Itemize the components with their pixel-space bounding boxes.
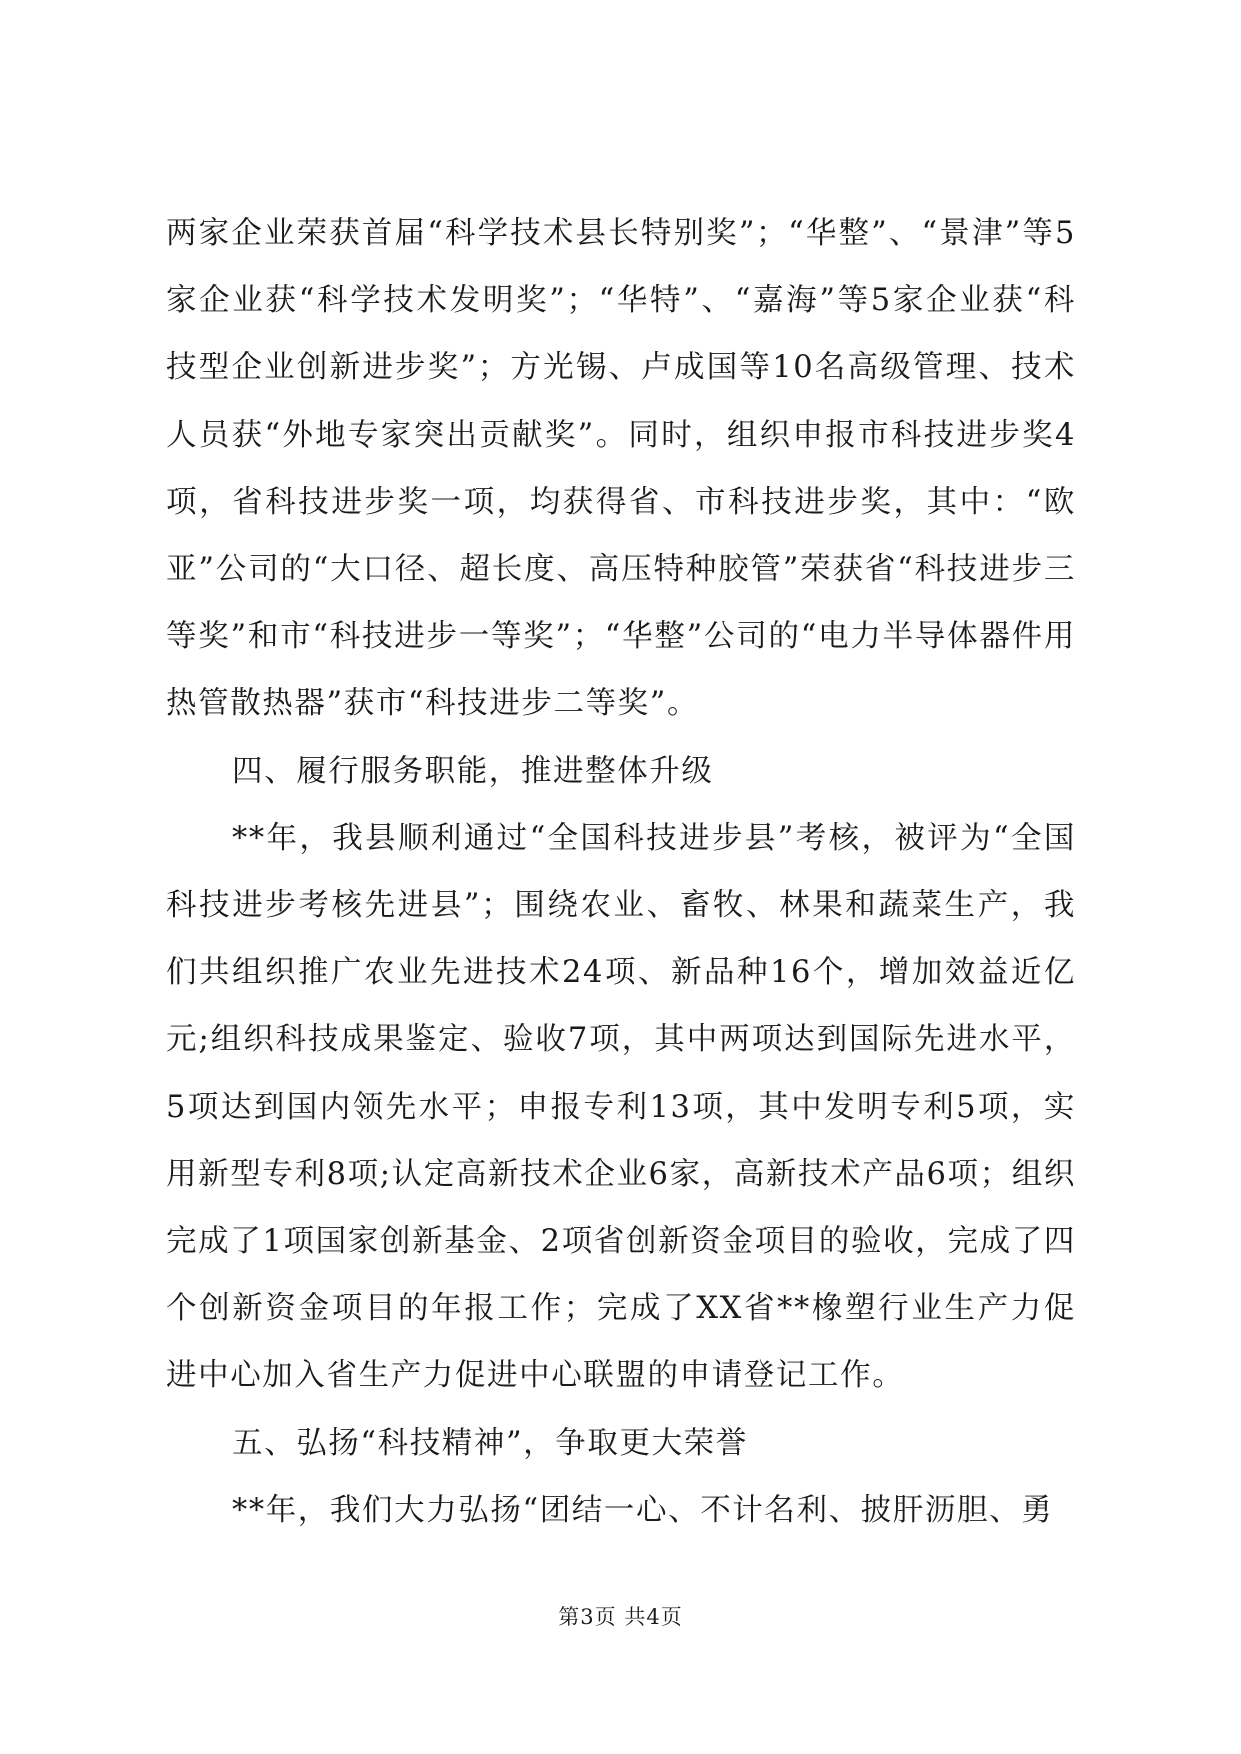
- section-heading-four: 四、履行服务职能，推进整体升级: [232, 753, 714, 789]
- paragraph-spirit: **年，我们大力弘扬“团结一心、不计名利、披肝沥胆、勇: [232, 1492, 1054, 1528]
- document-body: [166, 200, 1076, 1544]
- section-heading-five: 五、弘扬“科技精神”，争取更大荣誉: [232, 1425, 748, 1461]
- page-footer: 第3页 共4页: [558, 1605, 683, 1629]
- paragraph-awards: 两家企业荣获首届“科学技术县长特别奖”；“华整”、“景津”等5家企业获“科学技术发明奖”；“华特”、“嘉海”等5家企业获“科技型企业创新进步奖”；方光锡、卢成国等10名高级管理、技术人员获“外地专家突出贡献奖”。同时，组织申报市科技进步奖4项，省科技进步奖一项，均获得省、市科技进步奖，其中：“欧亚”公司的“大口径、超长度、高压特种胶管”荣获省“科技进步三等奖”和市“科技进步一等奖”；“华整”公司的“电力半导体器件用热管散热器”获市“科技进步二等奖”。: [166, 216, 1076, 722]
- paragraph-services: **年，我县顺利通过“全国科技进步县”考核，被评为“全国科技进步考核先进县”；围绕农业、畜牧、林果和蔬菜生产，我们共组织推广农业先进技术24项、新品种16个，增加效益近亿元;组织科技成果鉴定、验收7项，其中两项达到国际先进水平，5项达到国内领先水平；申报专利13项，其中发明专利5项，实用新型专利8项;认定高新技术企业6家，高新技术产品6项；组织完成了1项国家创新基金、2项省创新资金项目的验收，完成了四个创新资金项目的年报工作；完成了XX省**橡塑行业生产力促进中心加入省生产力促进中心联盟的申请登记工作。: [166, 820, 1076, 1394]
